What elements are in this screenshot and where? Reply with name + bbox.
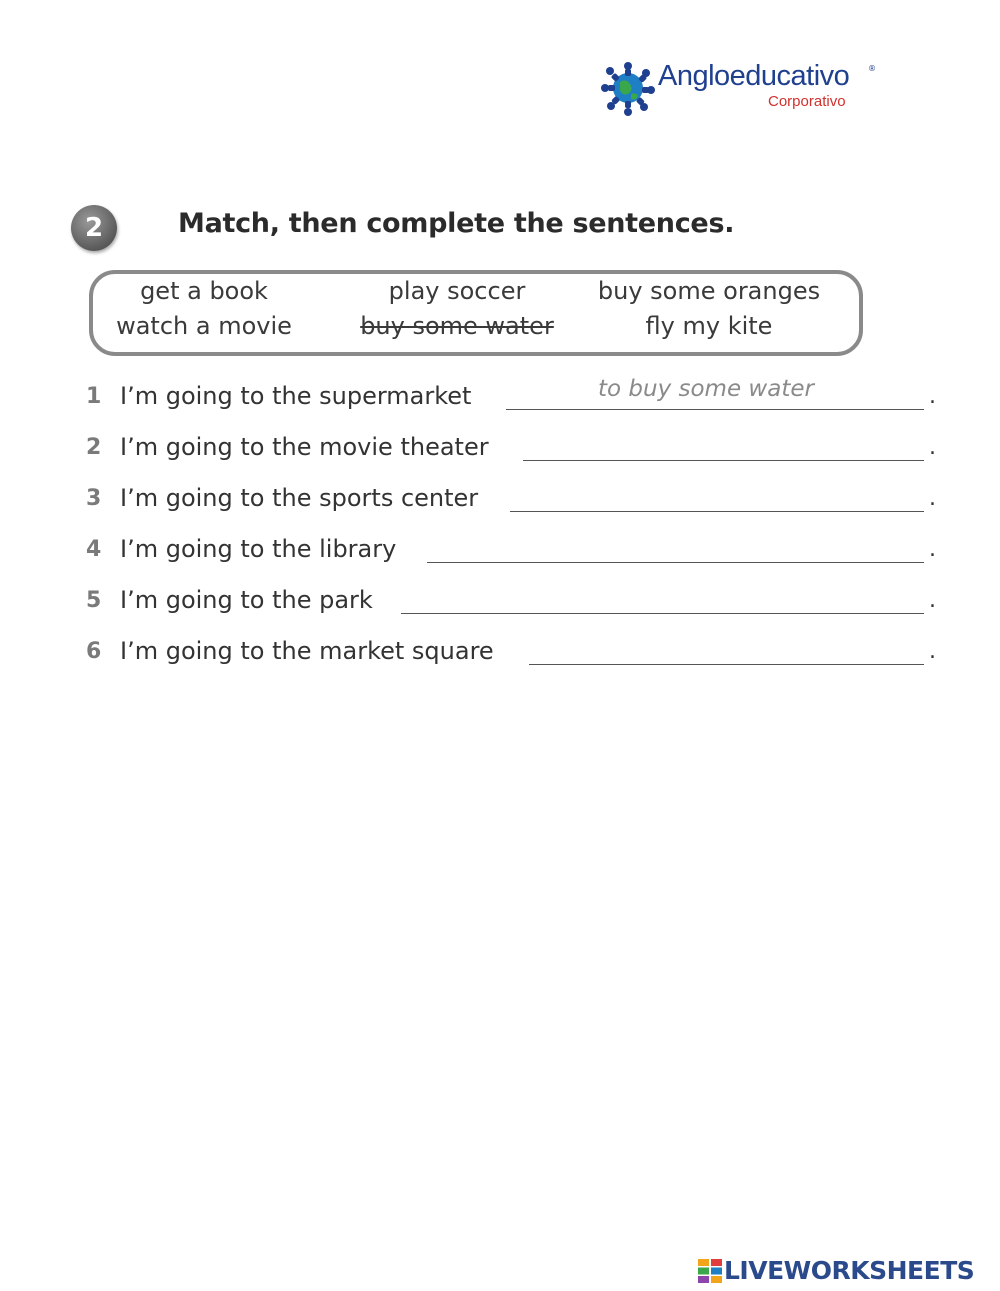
sentence-stem: I’m going to the movie theater xyxy=(120,433,489,461)
sentence-stem: I’m going to the sports center xyxy=(120,484,479,512)
word-buy-some-oranges: buy some oranges xyxy=(597,277,821,305)
sentence-number: 1 xyxy=(86,384,102,409)
answer-text[interactable]: to buy some water xyxy=(598,376,814,402)
sentence-stem: I’m going to the market square xyxy=(120,637,494,665)
sentence-period: . xyxy=(929,435,936,460)
sentence-number: 2 xyxy=(86,435,102,460)
word-buy-some-water-struck: buy some water xyxy=(360,312,554,340)
logo-registered-mark: ® xyxy=(868,64,876,73)
sentence-stem: I’m going to the supermarket xyxy=(120,382,472,410)
sentence-number: 3 xyxy=(86,486,102,511)
sentence-row xyxy=(86,376,946,424)
word-fly-my-kite: fly my kite xyxy=(645,312,773,340)
answer-blank-line[interactable] xyxy=(427,562,924,563)
logo-name: Angloeducativo xyxy=(658,60,850,92)
word-play-soccer: play soccer xyxy=(388,277,526,305)
sentence-number: 6 xyxy=(86,639,102,664)
liveworksheets-brand xyxy=(698,1256,998,1286)
answer-blank-line[interactable] xyxy=(529,664,924,665)
answer-blank-line[interactable] xyxy=(506,409,924,410)
sentence-row xyxy=(86,537,946,577)
globe-people-icon xyxy=(600,60,656,116)
sentence-row xyxy=(86,639,946,679)
liveworksheets-text: LIVEWORKSHEETS xyxy=(724,1256,975,1285)
sentence-stem: I’m going to the library xyxy=(120,535,397,563)
angloeducativo-logo xyxy=(600,58,890,118)
sentence-row xyxy=(86,486,946,526)
sentence-row xyxy=(86,588,946,628)
liveworksheets-blocks-icon xyxy=(698,1259,722,1283)
logo-subtitle: Corporativo xyxy=(768,93,846,110)
sentence-period: . xyxy=(929,639,936,664)
sentence-number: 4 xyxy=(86,537,102,562)
sentence-period: . xyxy=(929,384,936,409)
answer-blank-line[interactable] xyxy=(523,460,924,461)
sentence-row xyxy=(86,435,946,475)
word-watch-a-movie: watch a movie xyxy=(116,312,292,340)
sentence-period: . xyxy=(929,486,936,511)
sentence-number: 5 xyxy=(86,588,102,613)
sentence-period: . xyxy=(929,537,936,562)
answer-blank-line[interactable] xyxy=(401,613,924,614)
exercise-number-badge: 2 xyxy=(71,205,117,251)
exercise-instruction: Match, then complete the sentences. xyxy=(178,208,735,239)
sentence-period: . xyxy=(929,588,936,613)
answer-blank-line[interactable] xyxy=(510,511,924,512)
sentence-stem: I’m going to the park xyxy=(120,586,373,614)
word-get-a-book: get a book xyxy=(140,277,268,305)
